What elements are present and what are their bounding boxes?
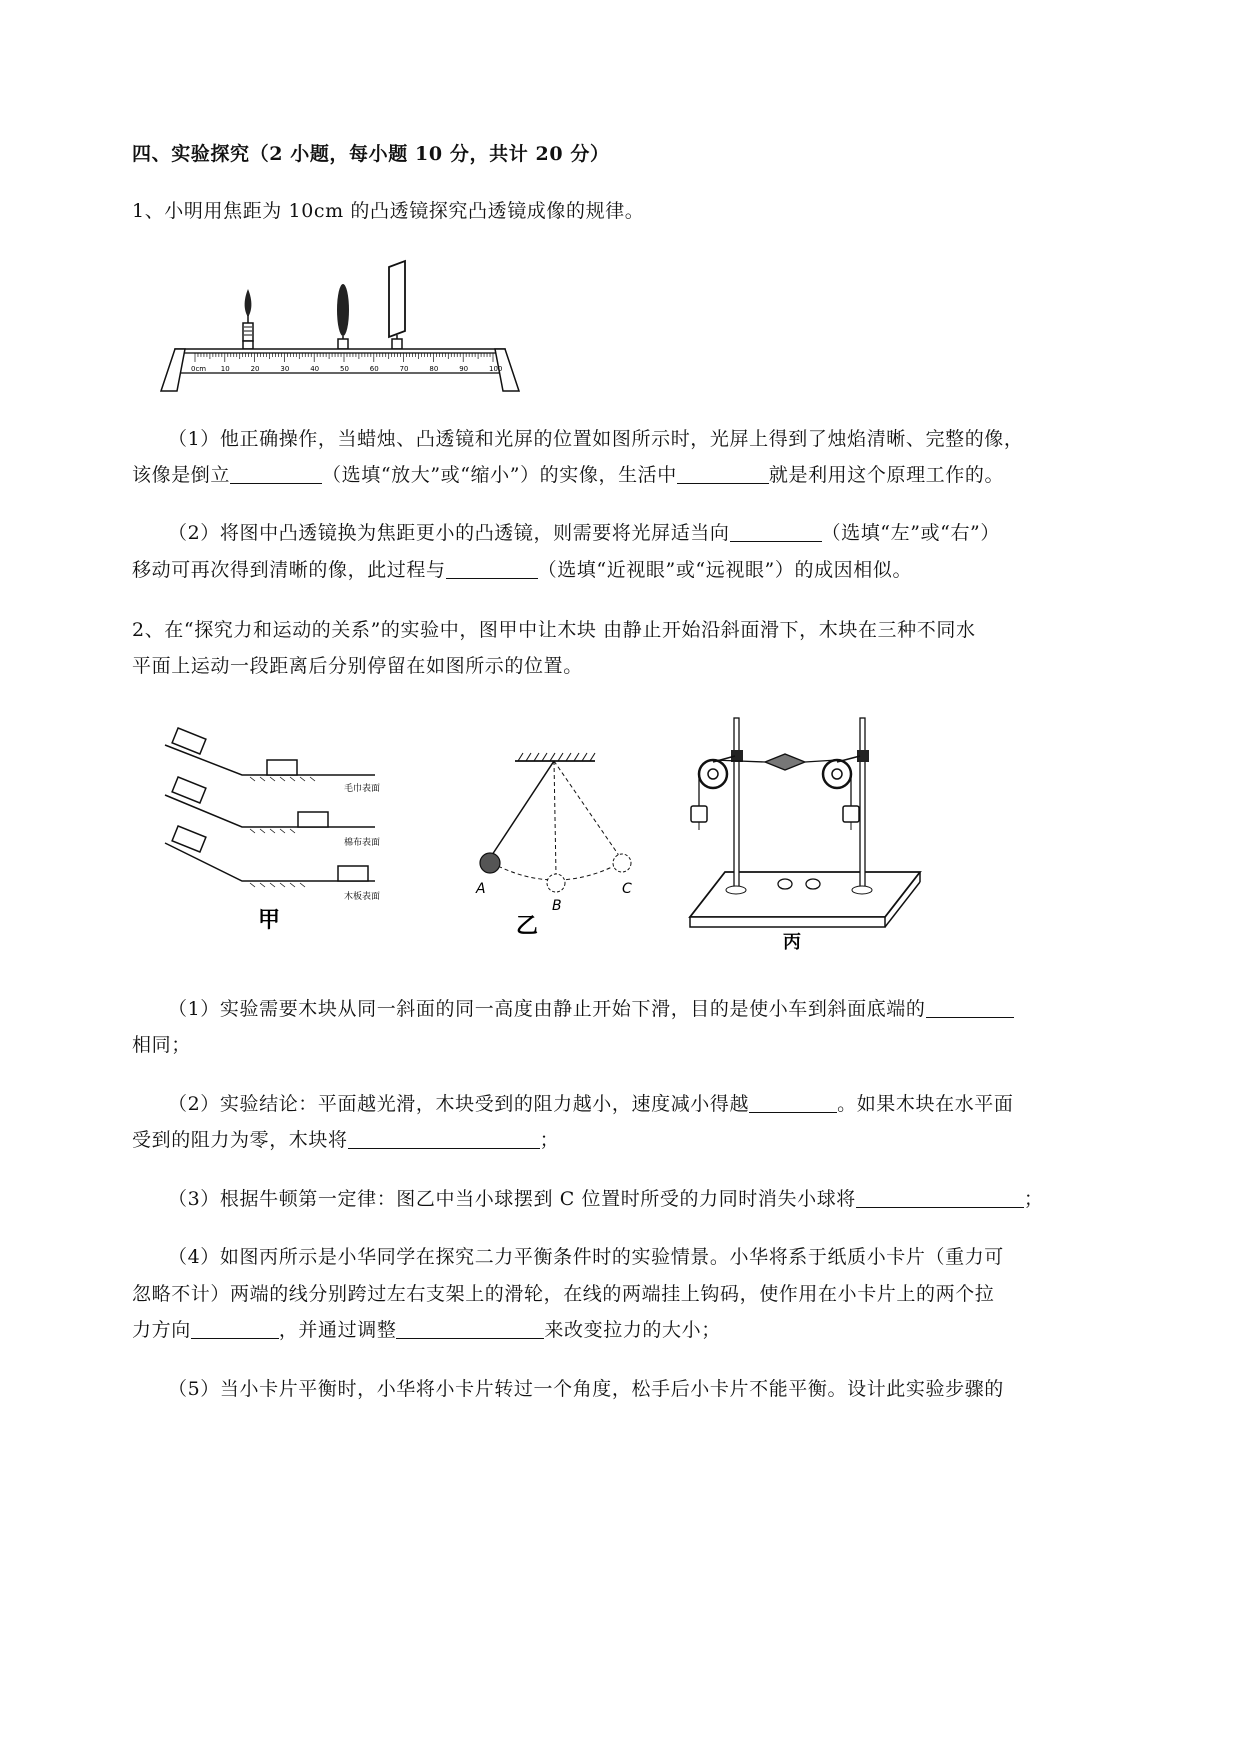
ruler-label: 10	[220, 365, 230, 373]
figure-bing-label: 丙	[783, 932, 801, 952]
ruler-label: 70	[399, 365, 409, 373]
answer-blank-9[interactable]	[191, 1318, 279, 1339]
figure-bing-balance	[685, 712, 925, 952]
answer-blank-3[interactable]	[730, 521, 822, 542]
paper-card	[765, 754, 805, 770]
ruler-label: 80	[429, 365, 439, 373]
answer-blank-1[interactable]	[230, 463, 322, 484]
optical-bench-figure	[155, 255, 525, 395]
ruler-label: 30	[280, 365, 290, 373]
q2-p1-line2: 相同；	[132, 1034, 191, 1056]
answer-blank-6[interactable]	[749, 1092, 837, 1113]
answer-blank-4[interactable]	[446, 558, 538, 579]
q1-p1-line1: （1）他正确操作，当蜡烛、凸透镜和光屏的位置如图所示时，光屏上得到了烛焰清晰、完整的像，	[168, 428, 1024, 450]
q2-p2-line2: 受到的阻力为零，木块将 ；	[132, 1129, 560, 1151]
q1-p2-line2: 移动可再次得到清晰的像，此过程与 （选填“近视眼”或“远视眼”）的成因相似。	[132, 559, 913, 581]
candle	[243, 289, 253, 349]
ruler-label: 90	[459, 365, 469, 373]
answer-blank-10[interactable]	[396, 1318, 544, 1339]
convex-lens	[337, 284, 349, 349]
q2-stem-line2: 平面上运动一段距离后分别停留在如图所示的位置。	[132, 655, 583, 677]
q2-p3-line1: （3）根据牛顿第一定律：图乙中当小球摆到 C 位置时所受的力同时消失小球将 ；	[168, 1188, 1044, 1210]
section-title: 四、实验探究（2 小题，每小题 10 分，共计 20 分）	[132, 143, 610, 165]
q1-p2-line1: （2）将图中凸透镜换为焦距更小的凸透镜，则需要将光屏适当向 （选填“左”或“右”）	[168, 522, 1000, 544]
surface-wood-label: 木板表面	[344, 892, 381, 902]
incline-wood	[165, 826, 375, 881]
answer-blank-8[interactable]	[856, 1187, 1024, 1208]
q1-stem: 1、小明用焦距为 10cm 的凸透镜探究凸透镜成像的规律。	[132, 200, 645, 222]
figure-yi-pendulum	[470, 745, 650, 935]
q1-p1-line2: 该像是倒立 （选填“放大”或“缩小”）的实像，生活中 就是利用这个原理工作的。	[132, 464, 1005, 486]
ruler-label: 0cm	[191, 365, 207, 373]
point-b-label: B	[552, 898, 562, 914]
surface-cotton-label: 棉布表面	[344, 838, 381, 848]
point-c-label: C	[622, 881, 632, 897]
q2-p4-line3: 力方向 ，并通过调整 来改变拉力的大小；	[132, 1319, 721, 1341]
q2-p4-line2: 忽略不计）两端的线分别跨过左右支架上的滑轮，在线的两端挂上钩码，使作用在小卡片上的两个拉	[132, 1283, 995, 1305]
answer-blank-5[interactable]	[926, 997, 1014, 1018]
q2-p5-line1: （5）当小卡片平衡时，小华将小卡片转过一个角度，松手后小卡片不能平衡。设计此实验步骤的	[168, 1378, 1004, 1400]
ruler-label: 100	[489, 365, 503, 373]
ruler-label: 50	[340, 365, 349, 373]
q2-p1-line1: （1）实验需要木块从同一斜面的同一高度由静止开始下滑，目的是使小车到斜面底端的	[168, 996, 1014, 1022]
answer-blank-7[interactable]	[348, 1128, 540, 1149]
ruler-label: 20	[250, 365, 260, 373]
q2-p4-line1: （4）如图丙所示是小华同学在探究二力平衡条件时的实验情景。小华将系于纸质小卡片（重力可	[168, 1246, 1004, 1268]
answer-blank-2[interactable]	[677, 463, 769, 484]
incline-towel	[165, 728, 375, 775]
q2-p2-line1: （2）实验结论：平面越光滑，木块受到的阻力越小，速度减小得越 。如果木块在水平面	[168, 1093, 1014, 1115]
q2-stem-line1: 2、在“探究力和运动的关系”的实验中，图甲中让木块 由静止开始沿斜面滑下，木块在三种不同水	[132, 619, 976, 641]
figure-jia-label: 甲	[258, 908, 281, 933]
ruler-label: 40	[310, 365, 320, 373]
ruler-label: 60	[369, 365, 379, 373]
light-screen	[389, 261, 405, 349]
surface-towel-label: 毛巾表面	[344, 784, 381, 794]
point-a-label: A	[476, 881, 486, 897]
figure-jia-inclines	[160, 725, 390, 935]
figure-yi-label: 乙	[516, 914, 539, 935]
pendulum-ball	[480, 853, 500, 873]
